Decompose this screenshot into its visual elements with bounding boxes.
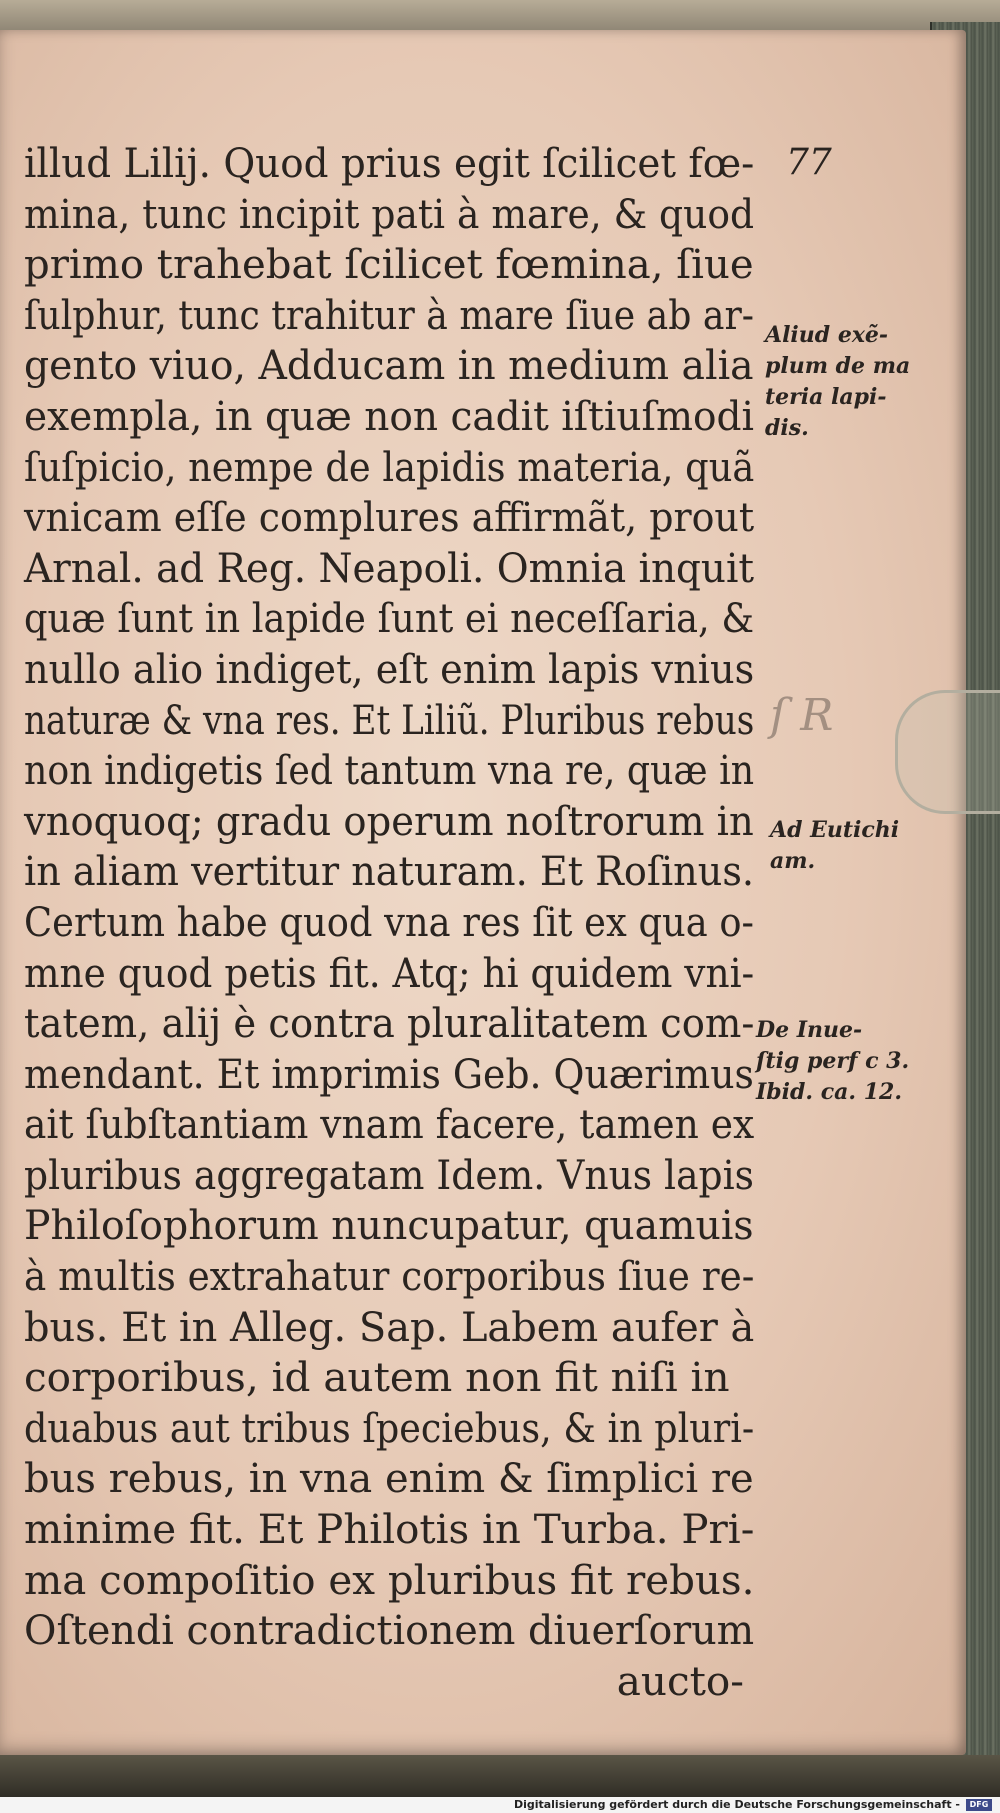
margin-note-line: Aliud exẽ- bbox=[765, 322, 889, 348]
text-line: mina, tunc incipit pati à mare, & quod bbox=[24, 189, 755, 238]
margin-note-line: ſtig perf c 3. bbox=[756, 1048, 910, 1074]
margin-note-line: plum de ma bbox=[765, 353, 911, 379]
text-line: naturæ & vna res. Et Liliũ. Pluribus rebus bbox=[24, 695, 755, 744]
text-line: bus. Et in Alleg. Sap. Labem aufer à bbox=[24, 1302, 755, 1351]
text-line: in aliam vertitur naturam. Et Roſinus. bbox=[24, 847, 755, 896]
text-line: gento viuo, Adducam in medium alia bbox=[24, 341, 754, 390]
text-line: Philoſophorum nuncupatur, quamuis bbox=[24, 1201, 754, 1250]
text-line: Certum habe quod vna res ſit ex qua o- bbox=[24, 897, 754, 946]
text-line: nullo alio indiget, eſt enim lapis vnius bbox=[24, 644, 755, 693]
text-line: bus rebus, in vna enim & ſimplici re bbox=[24, 1454, 754, 1503]
margin-note-line: dis. bbox=[765, 415, 809, 441]
text-line: exempla, in quæ non cadit iſtiuſmodi bbox=[24, 391, 755, 440]
text-line: à multis extrahatur corporibus ſiue re- bbox=[24, 1252, 755, 1301]
text-line: vnicam eſſe complures affirmãt, prout bbox=[24, 493, 755, 542]
margin-note-1 bbox=[765, 320, 910, 444]
page-number: 77 bbox=[786, 142, 832, 183]
dfg-logo: DFG bbox=[966, 1799, 992, 1811]
text-line: ſulphur, tunc trahitur à mare ſiue ab ar- bbox=[24, 290, 754, 339]
text-line: Oſtendi contradictionem diuerſorum bbox=[24, 1606, 755, 1655]
text-line: vnoquoq; gradu operum noſtrorum in bbox=[24, 796, 754, 845]
text-line: quæ ſunt in lapide ſunt ei neceſſaria, & bbox=[24, 594, 755, 643]
text-line: tatem, alij è contra pluralitatem com- bbox=[24, 999, 755, 1048]
text-line: non indigetis ſed tantum vna re, quæ in bbox=[24, 746, 755, 795]
text-line: ait ſubſtantiam vnam facere, tamen ex bbox=[24, 1100, 755, 1149]
text-line: duabus aut tribus ſpeciebus, & in pluri- bbox=[24, 1403, 755, 1452]
margin-note-line: Ibid. ca. 12. bbox=[756, 1079, 902, 1105]
text-line: corporibus, id autem non fit niſi in bbox=[24, 1353, 730, 1402]
text-line: ma compoſitio ex pluribus fit rebus. bbox=[24, 1555, 755, 1604]
text-line: minime fit. Et Philotis in Turba. Pri- bbox=[24, 1505, 755, 1554]
text-line: primo trahebat ſcilicet fœmina, ſiue bbox=[24, 240, 754, 289]
body-text bbox=[24, 138, 754, 1706]
margin-note-line: teria lapi- bbox=[765, 384, 887, 410]
digitization-credit: Digitalisierung gefördert durch die Deutsche Forschungsgemeinschaft - bbox=[513, 1798, 960, 1811]
margin-note-line: Ad Eutichi bbox=[770, 817, 900, 843]
text-line: ſuſpicio, nempe de lapidis materia, quã bbox=[24, 442, 755, 491]
page-clip bbox=[895, 690, 1000, 814]
margin-note-line: am. bbox=[770, 848, 816, 874]
text-line: illud Lilij. Quod prius egit ſcilicet fœ- bbox=[24, 139, 755, 187]
margin-note-2 bbox=[770, 815, 899, 877]
margin-note-line: De Inue- bbox=[756, 1017, 863, 1043]
text-line: mendant. Et imprimis Geb. Quærimus bbox=[24, 1049, 754, 1098]
text-line: aucto- bbox=[616, 1656, 744, 1705]
margin-note-3 bbox=[756, 1015, 909, 1108]
handwritten-mark: ſ R bbox=[770, 690, 834, 741]
text-line: mne quod petis fit. Atq; hi quidem vni- bbox=[24, 948, 755, 997]
text-line: Arnal. ad Reg. Neapoli. Omnia inquit bbox=[24, 543, 755, 592]
book-bottom-edge bbox=[0, 1755, 1000, 1799]
text-line: pluribus aggregatam Idem. Vnus lapis bbox=[24, 1150, 754, 1199]
